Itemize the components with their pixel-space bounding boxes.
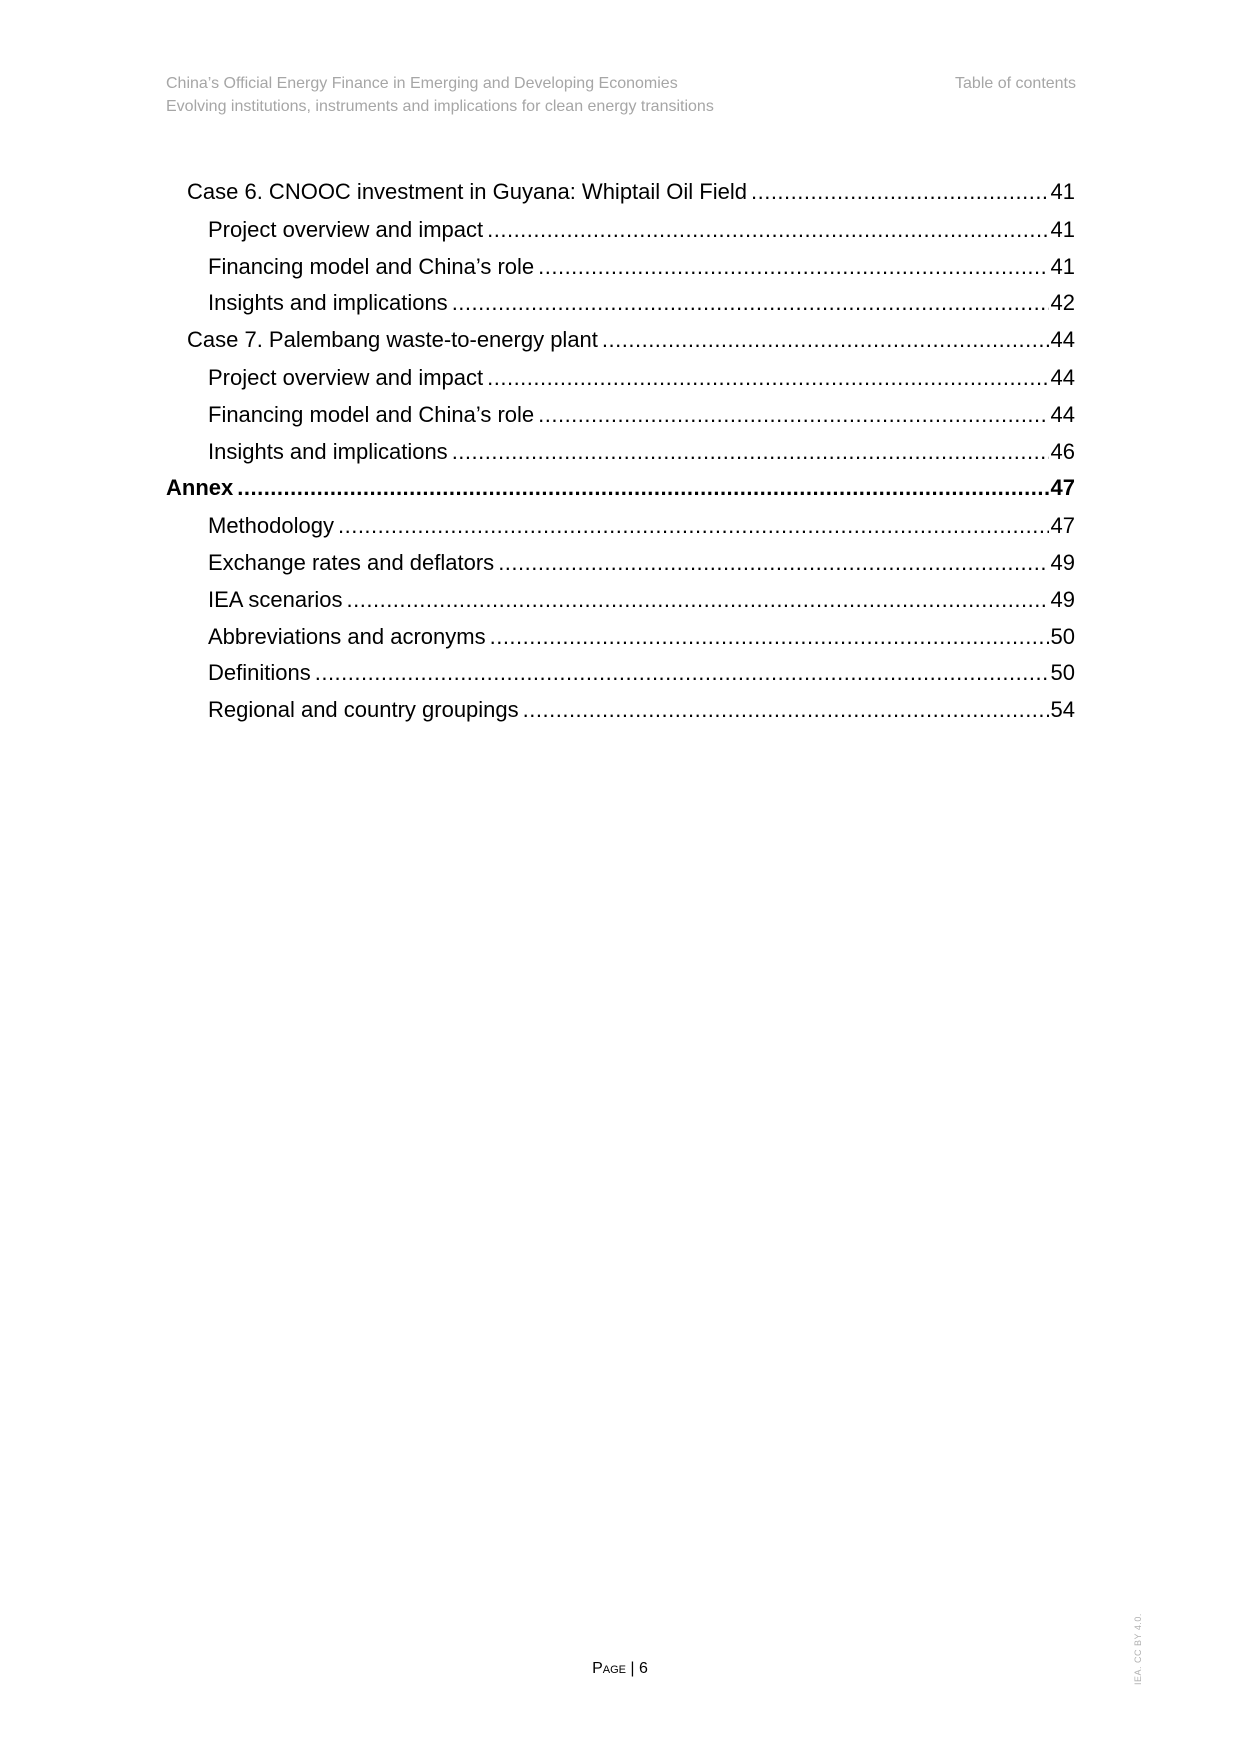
page-separator: | bbox=[630, 1660, 635, 1677]
toc-entry-title: Financing model and China’s role bbox=[208, 254, 535, 279]
toc-entry-title: Project overview and impact bbox=[208, 365, 484, 390]
toc-entry-title: Definitions bbox=[208, 660, 311, 685]
toc-entry[interactable] bbox=[208, 364, 1075, 392]
running-title bbox=[166, 72, 866, 118]
toc-entry-page: 50 bbox=[1050, 660, 1075, 685]
toc-dot-leader bbox=[751, 178, 1049, 206]
toc-entry-title: Exchange rates and deflators bbox=[208, 550, 495, 575]
toc-entry[interactable] bbox=[166, 474, 1075, 502]
toc-entry-title: Insights and implications bbox=[208, 439, 448, 464]
toc-entry-title: Methodology bbox=[208, 513, 334, 538]
toc-dot-leader bbox=[538, 401, 1048, 429]
toc-entry-page: 41 bbox=[1050, 179, 1075, 204]
toc-entry[interactable] bbox=[208, 289, 1075, 317]
toc-entry-page: 41 bbox=[1050, 217, 1075, 242]
toc-entry[interactable] bbox=[187, 326, 1075, 354]
page-number: 6 bbox=[639, 1660, 648, 1677]
toc-entry[interactable] bbox=[208, 696, 1075, 724]
toc-entry[interactable] bbox=[208, 586, 1075, 614]
toc-entry-page: 47 bbox=[1050, 475, 1075, 500]
toc-dot-leader bbox=[452, 289, 1049, 317]
toc-dot-leader bbox=[487, 216, 1048, 244]
toc-entry[interactable] bbox=[208, 549, 1075, 577]
toc-dot-leader bbox=[315, 659, 1049, 687]
section-name: Table of contents bbox=[955, 75, 1076, 92]
toc-entry[interactable] bbox=[208, 512, 1075, 540]
toc-entry[interactable] bbox=[208, 623, 1075, 651]
toc-dot-leader bbox=[487, 364, 1048, 392]
toc-entry-title: Insights and implications bbox=[208, 290, 448, 315]
toc-entry-title: Abbreviations and acronyms bbox=[208, 624, 486, 649]
toc-dot-leader bbox=[347, 586, 1049, 614]
toc-dot-leader bbox=[538, 253, 1048, 281]
toc-entry-title: Annex bbox=[166, 475, 234, 500]
toc-entry-page: 47 bbox=[1050, 513, 1075, 538]
toc-entry-page: 44 bbox=[1050, 327, 1075, 352]
document-title: China’s Official Energy Finance in Emerging and Developing Economies bbox=[166, 75, 678, 92]
toc-entry-title: Regional and country groupings bbox=[208, 697, 519, 722]
page-footer bbox=[0, 1660, 1240, 1678]
toc-dot-leader bbox=[602, 326, 1049, 354]
toc-entry-page: 50 bbox=[1050, 624, 1075, 649]
toc-dot-leader bbox=[452, 438, 1049, 466]
toc-entry-page: 42 bbox=[1050, 290, 1075, 315]
toc-entry[interactable] bbox=[187, 178, 1075, 206]
toc-entry-title: Financing model and China’s role bbox=[208, 402, 535, 427]
toc-dot-leader bbox=[490, 623, 1049, 651]
toc-entry-page: 44 bbox=[1050, 365, 1075, 390]
toc-entry-page: 49 bbox=[1050, 550, 1075, 575]
toc-dot-leader bbox=[523, 696, 1049, 724]
toc-entry-title: Project overview and impact bbox=[208, 217, 484, 242]
toc-entry[interactable] bbox=[208, 438, 1075, 466]
toc-dot-leader bbox=[237, 474, 1048, 502]
page-label: Page bbox=[592, 1660, 626, 1677]
toc-entry-title: Case 7. Palembang waste-to-energy plant bbox=[187, 327, 598, 352]
document-subtitle: Evolving institutions, instruments and implications for clean energy transitions bbox=[166, 98, 714, 115]
toc-entry-page: 41 bbox=[1050, 254, 1075, 279]
toc-entry-title: IEA scenarios bbox=[208, 587, 343, 612]
toc-dot-leader bbox=[338, 512, 1049, 540]
toc-entry-title: Case 6. CNOOC investment in Guyana: Whiptail Oil Field bbox=[187, 179, 747, 204]
toc-entry[interactable] bbox=[208, 253, 1075, 281]
license-notice: IEA. CC BY 4.0. bbox=[1133, 1613, 1143, 1685]
toc-dot-leader bbox=[498, 549, 1048, 577]
toc-entry-page: 54 bbox=[1050, 697, 1075, 722]
toc-entry[interactable] bbox=[208, 401, 1075, 429]
toc-entry-page: 44 bbox=[1050, 402, 1075, 427]
toc-entry-page: 46 bbox=[1050, 439, 1075, 464]
toc-entry[interactable] bbox=[208, 216, 1075, 244]
toc-entry-page: 49 bbox=[1050, 587, 1075, 612]
toc-entry[interactable] bbox=[208, 659, 1075, 687]
